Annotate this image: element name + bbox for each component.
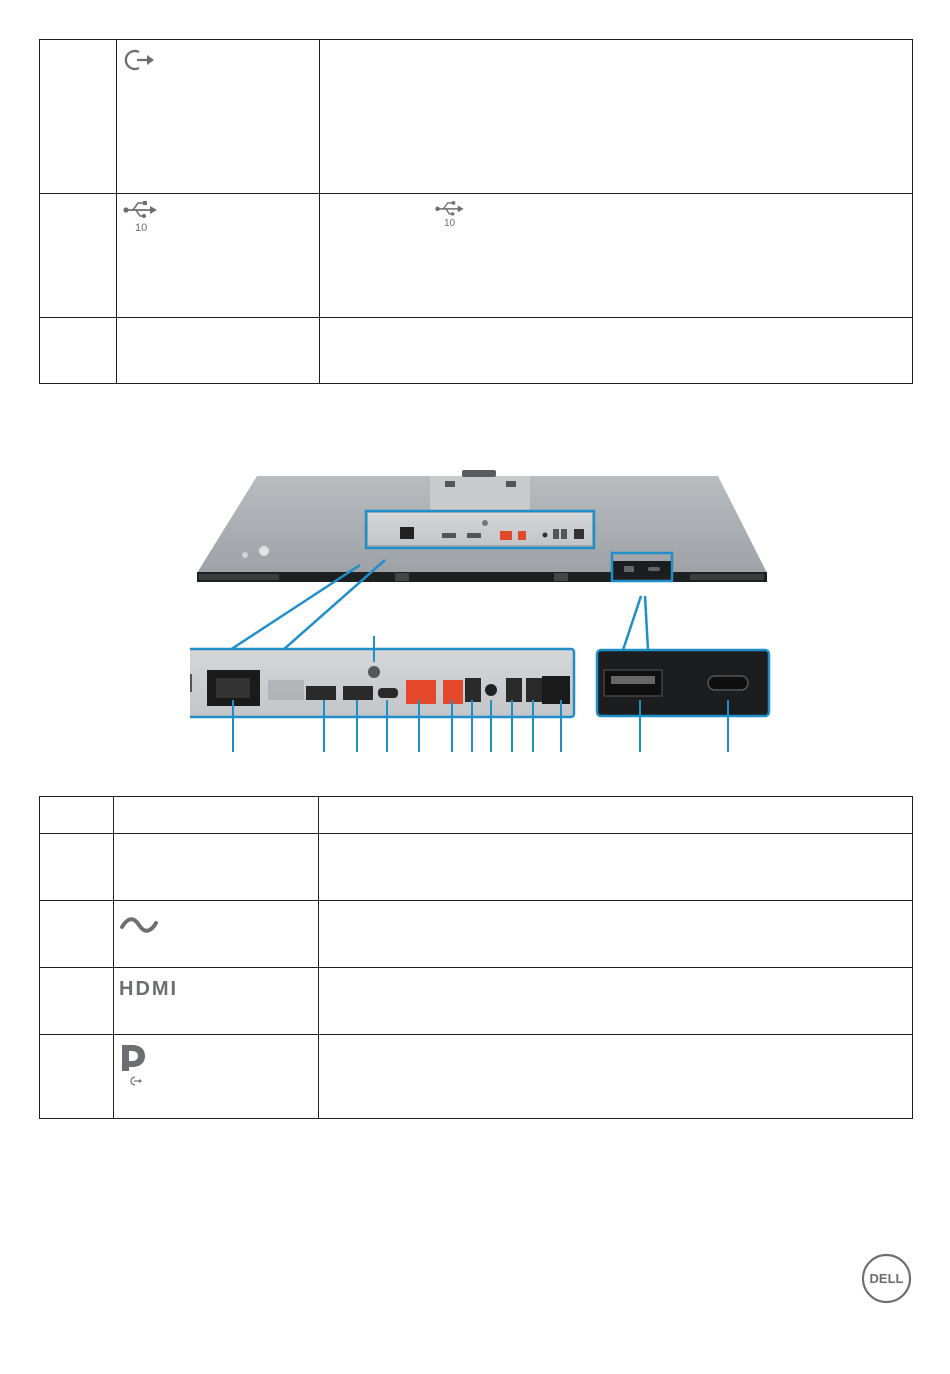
upper-port-table <box>39 39 913 384</box>
description-cell <box>319 968 913 1035</box>
header-cell <box>114 797 319 834</box>
usb-speed-caption: 10 <box>444 218 456 229</box>
side-io-panel-zoom <box>597 650 769 716</box>
label-cell <box>40 318 117 384</box>
table-header-row <box>40 797 913 834</box>
table-row <box>40 40 913 194</box>
dell-logo-text: DELL <box>869 1271 904 1286</box>
table-row <box>40 968 913 1035</box>
header-cell <box>319 797 913 834</box>
icon-cell <box>117 194 320 318</box>
displayport-out-icon <box>120 1043 150 1092</box>
table-row <box>40 318 913 384</box>
table-row <box>40 834 913 901</box>
icon-cell <box>117 318 320 384</box>
label-cell <box>40 901 114 968</box>
icon-cell <box>117 40 320 194</box>
monitor-bottom-view-diagram <box>190 465 780 755</box>
lower-port-table <box>39 796 913 1119</box>
label-cell <box>40 194 117 318</box>
description-cell <box>319 834 913 901</box>
table-row <box>40 1035 913 1119</box>
usb-10gbps-icon <box>435 200 467 229</box>
table-row <box>40 194 913 318</box>
description-cell <box>320 318 913 384</box>
ac-power-icon <box>119 915 159 940</box>
monitor-body <box>197 470 767 589</box>
hdmi-logo-text: HDMI <box>119 979 179 999</box>
usb-10gbps-icon <box>123 200 161 234</box>
dell-logo-icon <box>861 1253 912 1304</box>
hdmi-logo-icon <box>119 979 203 1004</box>
icon-cell <box>114 968 319 1035</box>
table-row <box>40 901 913 968</box>
description-cell <box>320 194 913 318</box>
icon-cell <box>114 1035 319 1119</box>
video-out-icon <box>123 48 159 77</box>
header-cell <box>40 797 114 834</box>
description-cell <box>319 901 913 968</box>
label-cell <box>40 40 117 194</box>
rear-io-panel-zoom <box>190 649 574 717</box>
label-cell <box>40 834 114 901</box>
usb-speed-caption: 10 <box>135 222 148 234</box>
icon-cell <box>114 834 319 901</box>
icon-cell <box>114 901 319 968</box>
description-cell <box>320 40 913 194</box>
label-cell <box>40 1035 114 1119</box>
description-cell <box>319 1035 913 1119</box>
label-cell <box>40 968 114 1035</box>
